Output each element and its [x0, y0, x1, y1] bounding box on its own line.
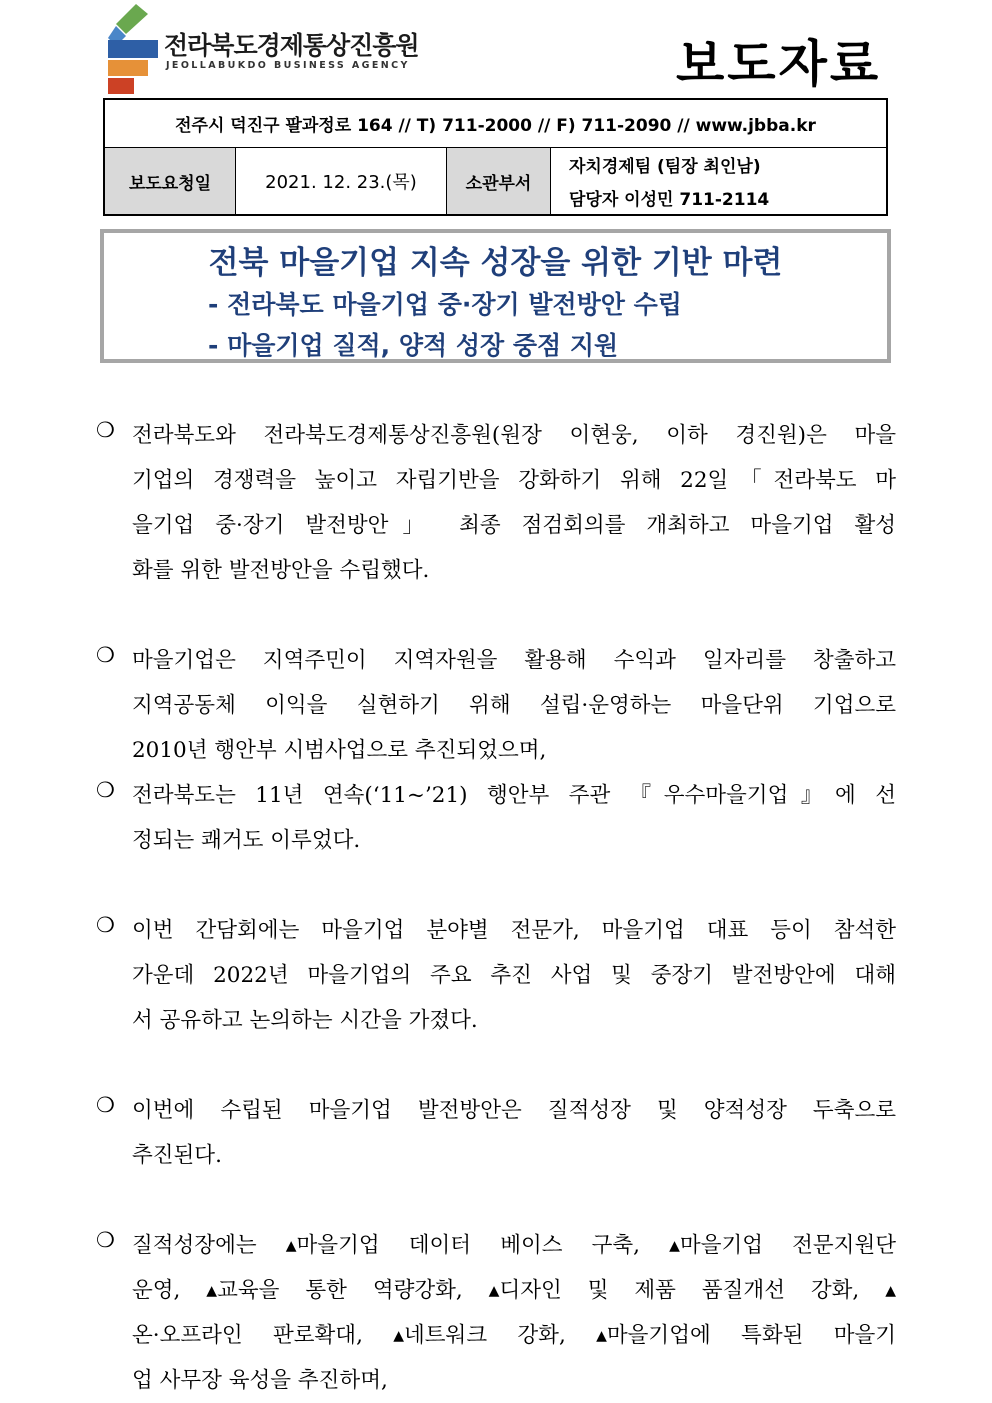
department-contact: 담당자 이성민 711-2114	[569, 190, 770, 210]
bullet-circle: ❍	[96, 1228, 115, 1252]
bullet-circle: ❍	[96, 913, 115, 937]
bullet-circle: ❍	[96, 643, 115, 667]
text-line: 질적성장에는 ▴마을기업 데이터 베이스 구축, ▴마을기업 전문지원단	[132, 1233, 896, 1258]
bullet-circle: ❍	[96, 1093, 115, 1117]
header	[0, 0, 992, 96]
text-line: 을기업 중·장기 발전방안」 최종 점검회의를 개최하고 마을기업 활성	[132, 513, 896, 538]
text-line: 기업의 경쟁력을 높이고 자립기반을 강화하기 위해 22일「전라북도 마	[132, 468, 896, 493]
agency-logo	[108, 4, 168, 94]
text-line: 서 공유하고 논의하는 시간을 가졌다.	[132, 1008, 478, 1033]
bullet-circle: ❍	[96, 418, 115, 442]
text-line: 마을기업은 지역주민이 지역자원을 활용해 수익과 일자리를 창출하고	[132, 648, 896, 673]
request-date: 2021. 12. 23.(목)	[236, 148, 447, 214]
contact-line: 전주시 덕진구 팔과정로 164 // T) 711-2000 // F) 711-2090 // www.jbba.kr	[105, 100, 886, 148]
text-line: 추진된다.	[132, 1143, 222, 1168]
org-name: 전라북도경제통상진흥원	[164, 31, 419, 60]
headline-box	[100, 229, 891, 363]
text-line: 전라북도와 전라북도경제통상진흥원(원장 이현웅, 이하 경진원)은 마을	[132, 423, 896, 448]
sub-headline-2: - 마을기업 질적, 양적 성장 중점 지원	[208, 331, 619, 360]
text-line: 정되는 쾌거도 이루었다.	[132, 828, 361, 853]
text-line: 지역공동체 이익을 실현하기 위해 설립·운영하는 마을단위 기업으로	[132, 693, 896, 718]
text-line: 가운데 2022년 마을기업의 주요 추진 사업 및 중장기 발전방안에 대해	[132, 963, 896, 988]
text-line: 온·오프라인 판로확대, ▴네트워크 강화, ▴마을기업에 특화된 마을기	[132, 1323, 896, 1348]
text-line: 이번 간담회에는 마을기업 분야별 전문가, 마을기업 대표 등이 참석한	[132, 918, 896, 943]
main-headline: 전북 마을기업 지속 성장을 위한 기반 마련	[208, 245, 783, 281]
department-team: 자치경제팀 (팀장 최인남)	[569, 157, 761, 177]
text-line: 이번에 수립된 마을기업 발전방안은 질적성장 및 양적성장 두축으로	[132, 1098, 896, 1123]
press-info-row	[105, 148, 886, 214]
document-type-title: 보도자료	[676, 35, 882, 93]
department-info	[551, 148, 886, 214]
press-info-table	[103, 98, 888, 216]
department-label: 소관부서	[447, 148, 551, 214]
bullet-circle: ❍	[96, 778, 115, 802]
text-line: 2010년 행안부 시범사업으로 추진되었으며,	[132, 738, 547, 763]
request-date-label: 보도요청일	[105, 148, 236, 214]
text-line: 운영, ▴교육을 통한 역량강화, ▴디자인 및 제품 품질개선 강화, ▴	[132, 1278, 896, 1303]
text-line: 화를 위한 발전방안을 수립했다.	[132, 558, 430, 583]
text-line: 업 사무장 육성을 추진하며,	[132, 1368, 388, 1393]
org-name-english: JEOLLABUKDO BUSINESS AGENCY	[166, 60, 410, 71]
text-line: 전라북도는 11년 연속(‘11~’21) 행안부 주관 『우수마을기업』에 선	[132, 783, 896, 808]
sub-headline-1: - 전라북도 마을기업 중·장기 발전방안 수립	[208, 290, 682, 319]
